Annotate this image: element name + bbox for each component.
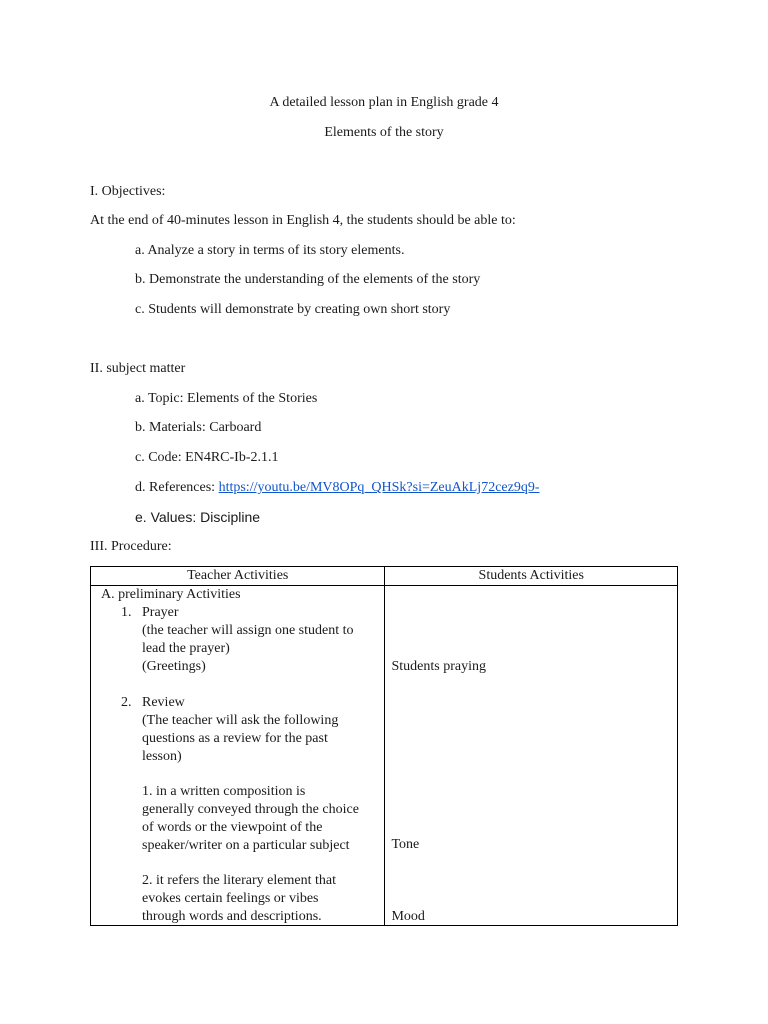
references-link[interactable]: https://youtu.be/MV8OPq_QHSk?si=ZeuAkLj72cez9q9- bbox=[218, 480, 540, 495]
list-number: 2. bbox=[121, 695, 132, 710]
objective-item: c. Students will demonstrate by creating own short story bbox=[135, 302, 451, 317]
prayer-label: Prayer bbox=[142, 605, 179, 620]
greetings-text: (Greetings) bbox=[142, 659, 206, 674]
student-response-tone: Tone bbox=[391, 837, 420, 852]
question-2-text: evokes certain feelings or vibes bbox=[142, 891, 319, 906]
question-2-text: through words and descriptions. bbox=[142, 909, 322, 924]
prayer-text: lead the prayer) bbox=[142, 641, 230, 656]
values-line: e. Values: Discipline bbox=[135, 509, 261, 525]
student-response-praying: Students praying bbox=[391, 659, 486, 674]
page-title: A detailed lesson plan in English grade 4 bbox=[269, 95, 499, 110]
prayer-text: (the teacher will assign one student to bbox=[142, 623, 354, 638]
objective-item: a. Analyze a story in terms of its story elements. bbox=[135, 243, 405, 258]
review-label: Review bbox=[142, 695, 185, 710]
objectives-heading: I. Objectives: bbox=[90, 184, 166, 199]
column-header-teacher: Teacher Activities bbox=[91, 567, 385, 586]
page-subtitle: Elements of the story bbox=[324, 125, 444, 140]
code-line: c. Code: EN4RC-Ib-2.1.1 bbox=[135, 450, 279, 465]
students-activities-cell bbox=[385, 586, 678, 926]
materials-line: b. Materials: Carboard bbox=[135, 420, 262, 435]
question-1-text: 1. in a written composition is bbox=[142, 784, 306, 799]
review-text: lesson) bbox=[142, 749, 182, 764]
references-label: d. References: bbox=[135, 480, 219, 495]
objectives-intro: At the end of 40-minutes lesson in English 4, the students should be able to: bbox=[90, 213, 516, 228]
topic-line: a. Topic: Elements of the Stories bbox=[135, 391, 318, 406]
procedure-table bbox=[90, 566, 678, 926]
question-2-text: 2. it refers the literary element that bbox=[142, 873, 336, 888]
procedure-heading: III. Procedure: bbox=[90, 539, 172, 554]
review-text: (The teacher will ask the following bbox=[142, 713, 339, 728]
teacher-activities-cell bbox=[91, 586, 385, 926]
question-1-text: of words or the viewpoint of the bbox=[142, 820, 323, 835]
preliminary-activities-heading: A. preliminary Activities bbox=[101, 587, 241, 602]
student-response-mood: Mood bbox=[391, 909, 425, 924]
column-header-students: Students Activities bbox=[385, 567, 678, 586]
question-1-text: generally conveyed through the choice bbox=[142, 802, 359, 817]
subject-matter-heading: II. subject matter bbox=[90, 361, 186, 376]
question-1-text: speaker/writer on a particular subject bbox=[142, 838, 350, 853]
references-line bbox=[135, 480, 540, 496]
list-number: 1. bbox=[121, 605, 132, 620]
objective-item: b. Demonstrate the understanding of the elements of the story bbox=[135, 272, 481, 287]
review-text: questions as a review for the past bbox=[142, 731, 328, 746]
